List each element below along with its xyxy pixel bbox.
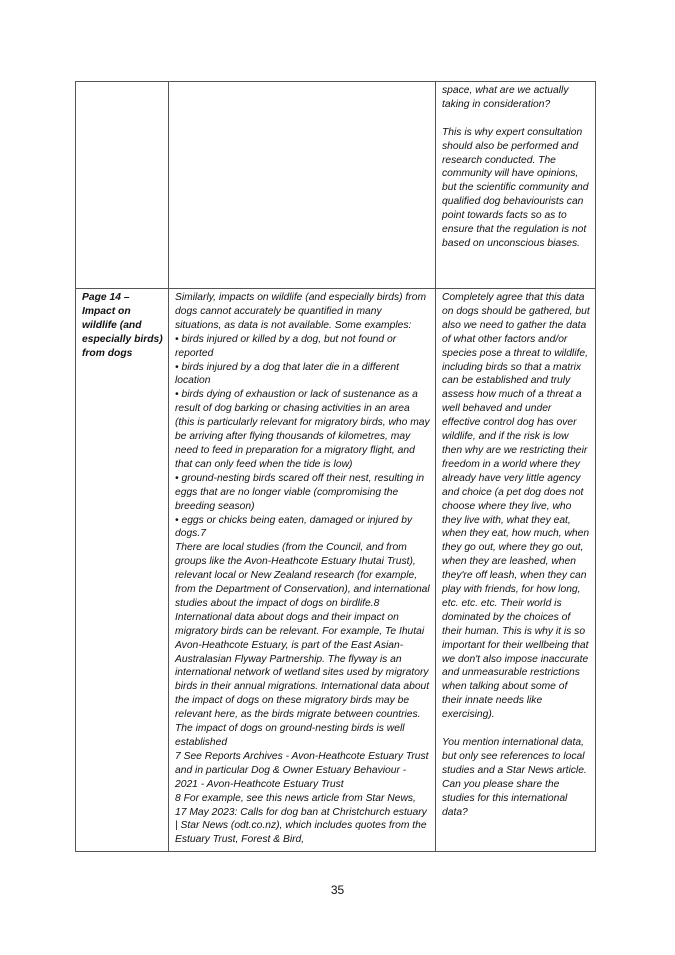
response-paragraph: space, what are we actually taking in consideration? (442, 85, 569, 110)
draft-line: Similarly, impacts on wildlife (and especially birds) from dogs cannot accurately be quantified in many situations, as data is not available. Some examples: (175, 292, 427, 331)
response-paragraph: You mention international data, but only see references to local studies and a Star News article. Can you please share the studies for this international data? (442, 736, 587, 818)
table-row (76, 289, 596, 852)
section-label: Page 14 – Impact on wildlife (and especially birds) from dogs (76, 289, 169, 852)
response-paragraph: Completely agree that this data on dogs should be gathered, but also we need to gather the data of what other factors and/or species pose a threat to wildlife, including birds so that a matrix can be established and truly assess how much of a threat a well behaved and under effective control dog has over wildlife, and if the risk is low then why are we restricting their freedom in a world where they already have very little agency and choice (a pet dog does not choose where they live, who they live with, what they eat, when they eat, how much, when they go out, where they go out, when they are leashed, when they're off leash, when they can play with friends, for how long, etc. etc. etc. Their world is dominated by the choices of their human. This is why it is so important for their wellbeing that we don't also impose inaccurate and unmeasurable restrictions when talking about some of their innate needs like exercising). (442, 292, 590, 721)
footnote: 7 See Reports Archives - Avon-Heathcote Estuary Trust and in particular Dog & Owner Estuary Behaviour - 2021 - Avon-Heathcote Estuary Trust (175, 750, 429, 790)
row1-response-cell (436, 82, 596, 289)
row1-text-cell (169, 82, 436, 289)
draft-line: There are local studies (from the Council, and from groups like the Avon-Heathcote Estuary Ihutai Trust), relevant local or New Zealand research (for example, from the Department of Conservation), and international studies about the impact of dogs on birdlife.8 (175, 542, 430, 609)
draft-text-cell (169, 289, 436, 852)
draft-line: • birds dying of exhaustion or lack of sustenance as a result of dog barking or chasing activities in an area (this is particularly relevant for migratory birds, who may be arriving after flying thousands of kilometres, may need to feed in preparation for a migratory flight, and that can only feed when the tide is low) (175, 389, 430, 470)
draft-line: • eggs or chicks being eaten, damaged or injured by dogs.7 (175, 514, 413, 540)
response-paragraph: This is why expert consultation should also be performed and research conducted. The community will have opinions, but the scientific community and qualified dog behaviourists can point towards facts so as to ensure that the regulation is not based on unconscious biases. (442, 126, 589, 249)
draft-line: • birds injured or killed by a dog, but not found or reported (175, 333, 397, 359)
response-cell (436, 289, 596, 852)
comments-table (75, 81, 596, 852)
row1-label-cell (76, 82, 169, 289)
draft-line: International data about dogs and their impact on migratory birds can be relevant. For example, Te Ihutai Avon-Heathcote Estuary, is part of the East Asian-Australasian Flyway Partnership. The flyway is an international network of wetland sites used by migratory birds in their annual migrations. International data about the impact of dogs on these migratory birds may be relevant here, as the birds migrate between countries. The impact of dogs on ground-nesting birds is well established (175, 611, 430, 748)
draft-line: • birds injured by a dog that later die in a different location (175, 361, 399, 387)
page-number: 35 (330, 883, 345, 897)
footnote: 8 For example, see this news article from Star News, 17 May 2023: Calls for dog ban at Christchurch estuary | Star News (odt.co.nz), which includes quotes from the Estuary Trust, Forest & Bird, (175, 792, 427, 846)
draft-line: • ground-nesting birds scared off their nest, resulting in eggs that are no longer viable (compromising the breeding season) (175, 472, 425, 512)
table-row (76, 82, 596, 289)
